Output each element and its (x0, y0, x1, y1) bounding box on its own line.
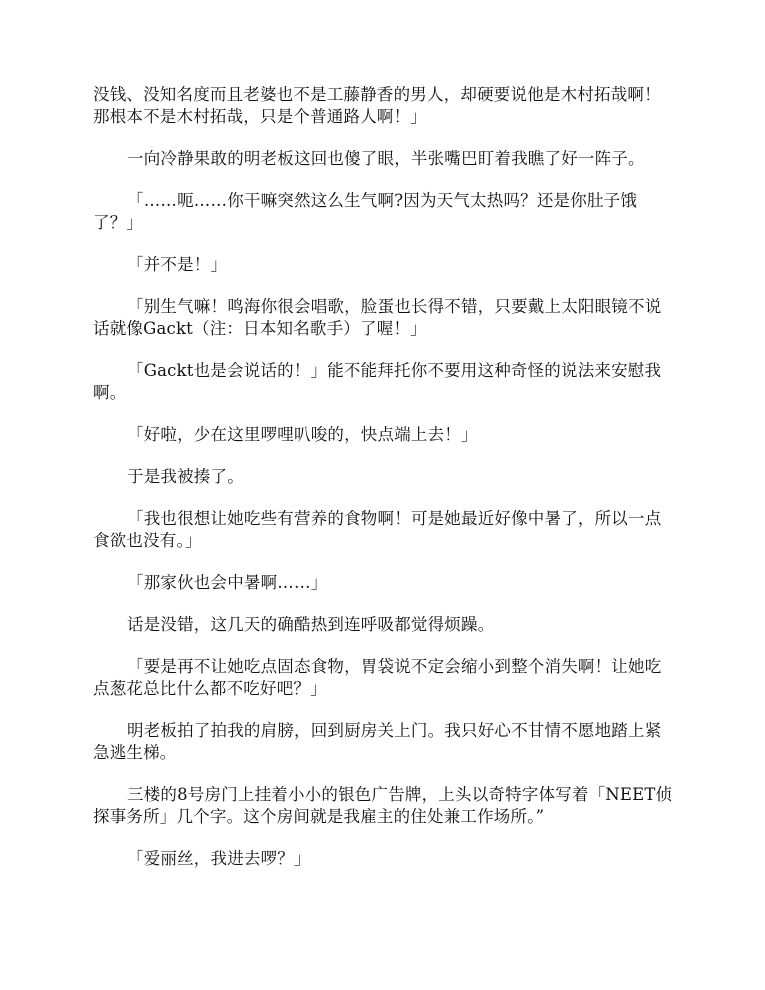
paragraph-2: 一向冷静果敢的明老板这回也傻了眼，半张嘴巴盯着我瞧了好一阵子。 (127, 149, 645, 168)
paragraph-6: 「Gackt也是会说话的！」能不能拜托你不要用这种奇怪的说法来安慰我啊。 (93, 361, 662, 402)
paragraph-13: 明老板拍了拍我的肩膀，回到厨房关上门。我只好心不甘情不愿地踏上紧急逃生梯。 (93, 721, 662, 762)
paragraph-15: 「爱丽丝，我进去啰？」 (127, 849, 311, 868)
paragraph-9: 「我也很想让她吃些有营养的食物啊！可是她最近好像中暑了，所以一点食欲也没有。」 (93, 509, 662, 550)
paragraph-8: 于是我被揍了。 (127, 467, 244, 486)
paragraph-12: 「要是再不让她吃点固态食物，胃袋说不定会缩小到整个消失啊！让她吃点葱花总比什么都不吃好吧？」 (93, 657, 662, 698)
paragraph-1: 没钱、没知名度而且老婆也不是工藤静香的男人，却硬要说他是木村拓哉啊！那根本不是木村拓哉，只是个普通路人啊！」 (93, 85, 661, 126)
body-text (93, 84, 673, 890)
paragraph-3: 「……呃……你干嘛突然这么生气啊?因为天气太热吗？还是你肚子饿了？」 (93, 191, 638, 232)
paragraph-7: 「好啦，少在这里啰哩叭唆的，快点端上去！」 (127, 425, 478, 444)
paragraph-4: 「并不是！」 (127, 255, 228, 274)
paragraph-14: 三楼的8号房门上挂着小小的银色广告牌，上头以奇特字体写着「NEET侦探事务所」几个字。这个房间就是我雇主的住处兼工作场所。” (93, 785, 673, 826)
paragraph-11: 话是没错，这几天的确酷热到连呼吸都觉得烦躁。 (127, 615, 495, 634)
paragraph-5: 「别生气嘛！鸣海你很会唱歌，脸蛋也长得不错，只要戴上太阳眼镜不说话就像Gackt（注：日本知名歌手）了喔！」 (93, 297, 662, 338)
paragraph-10: 「那家伙也会中暑啊……」 (127, 573, 328, 592)
